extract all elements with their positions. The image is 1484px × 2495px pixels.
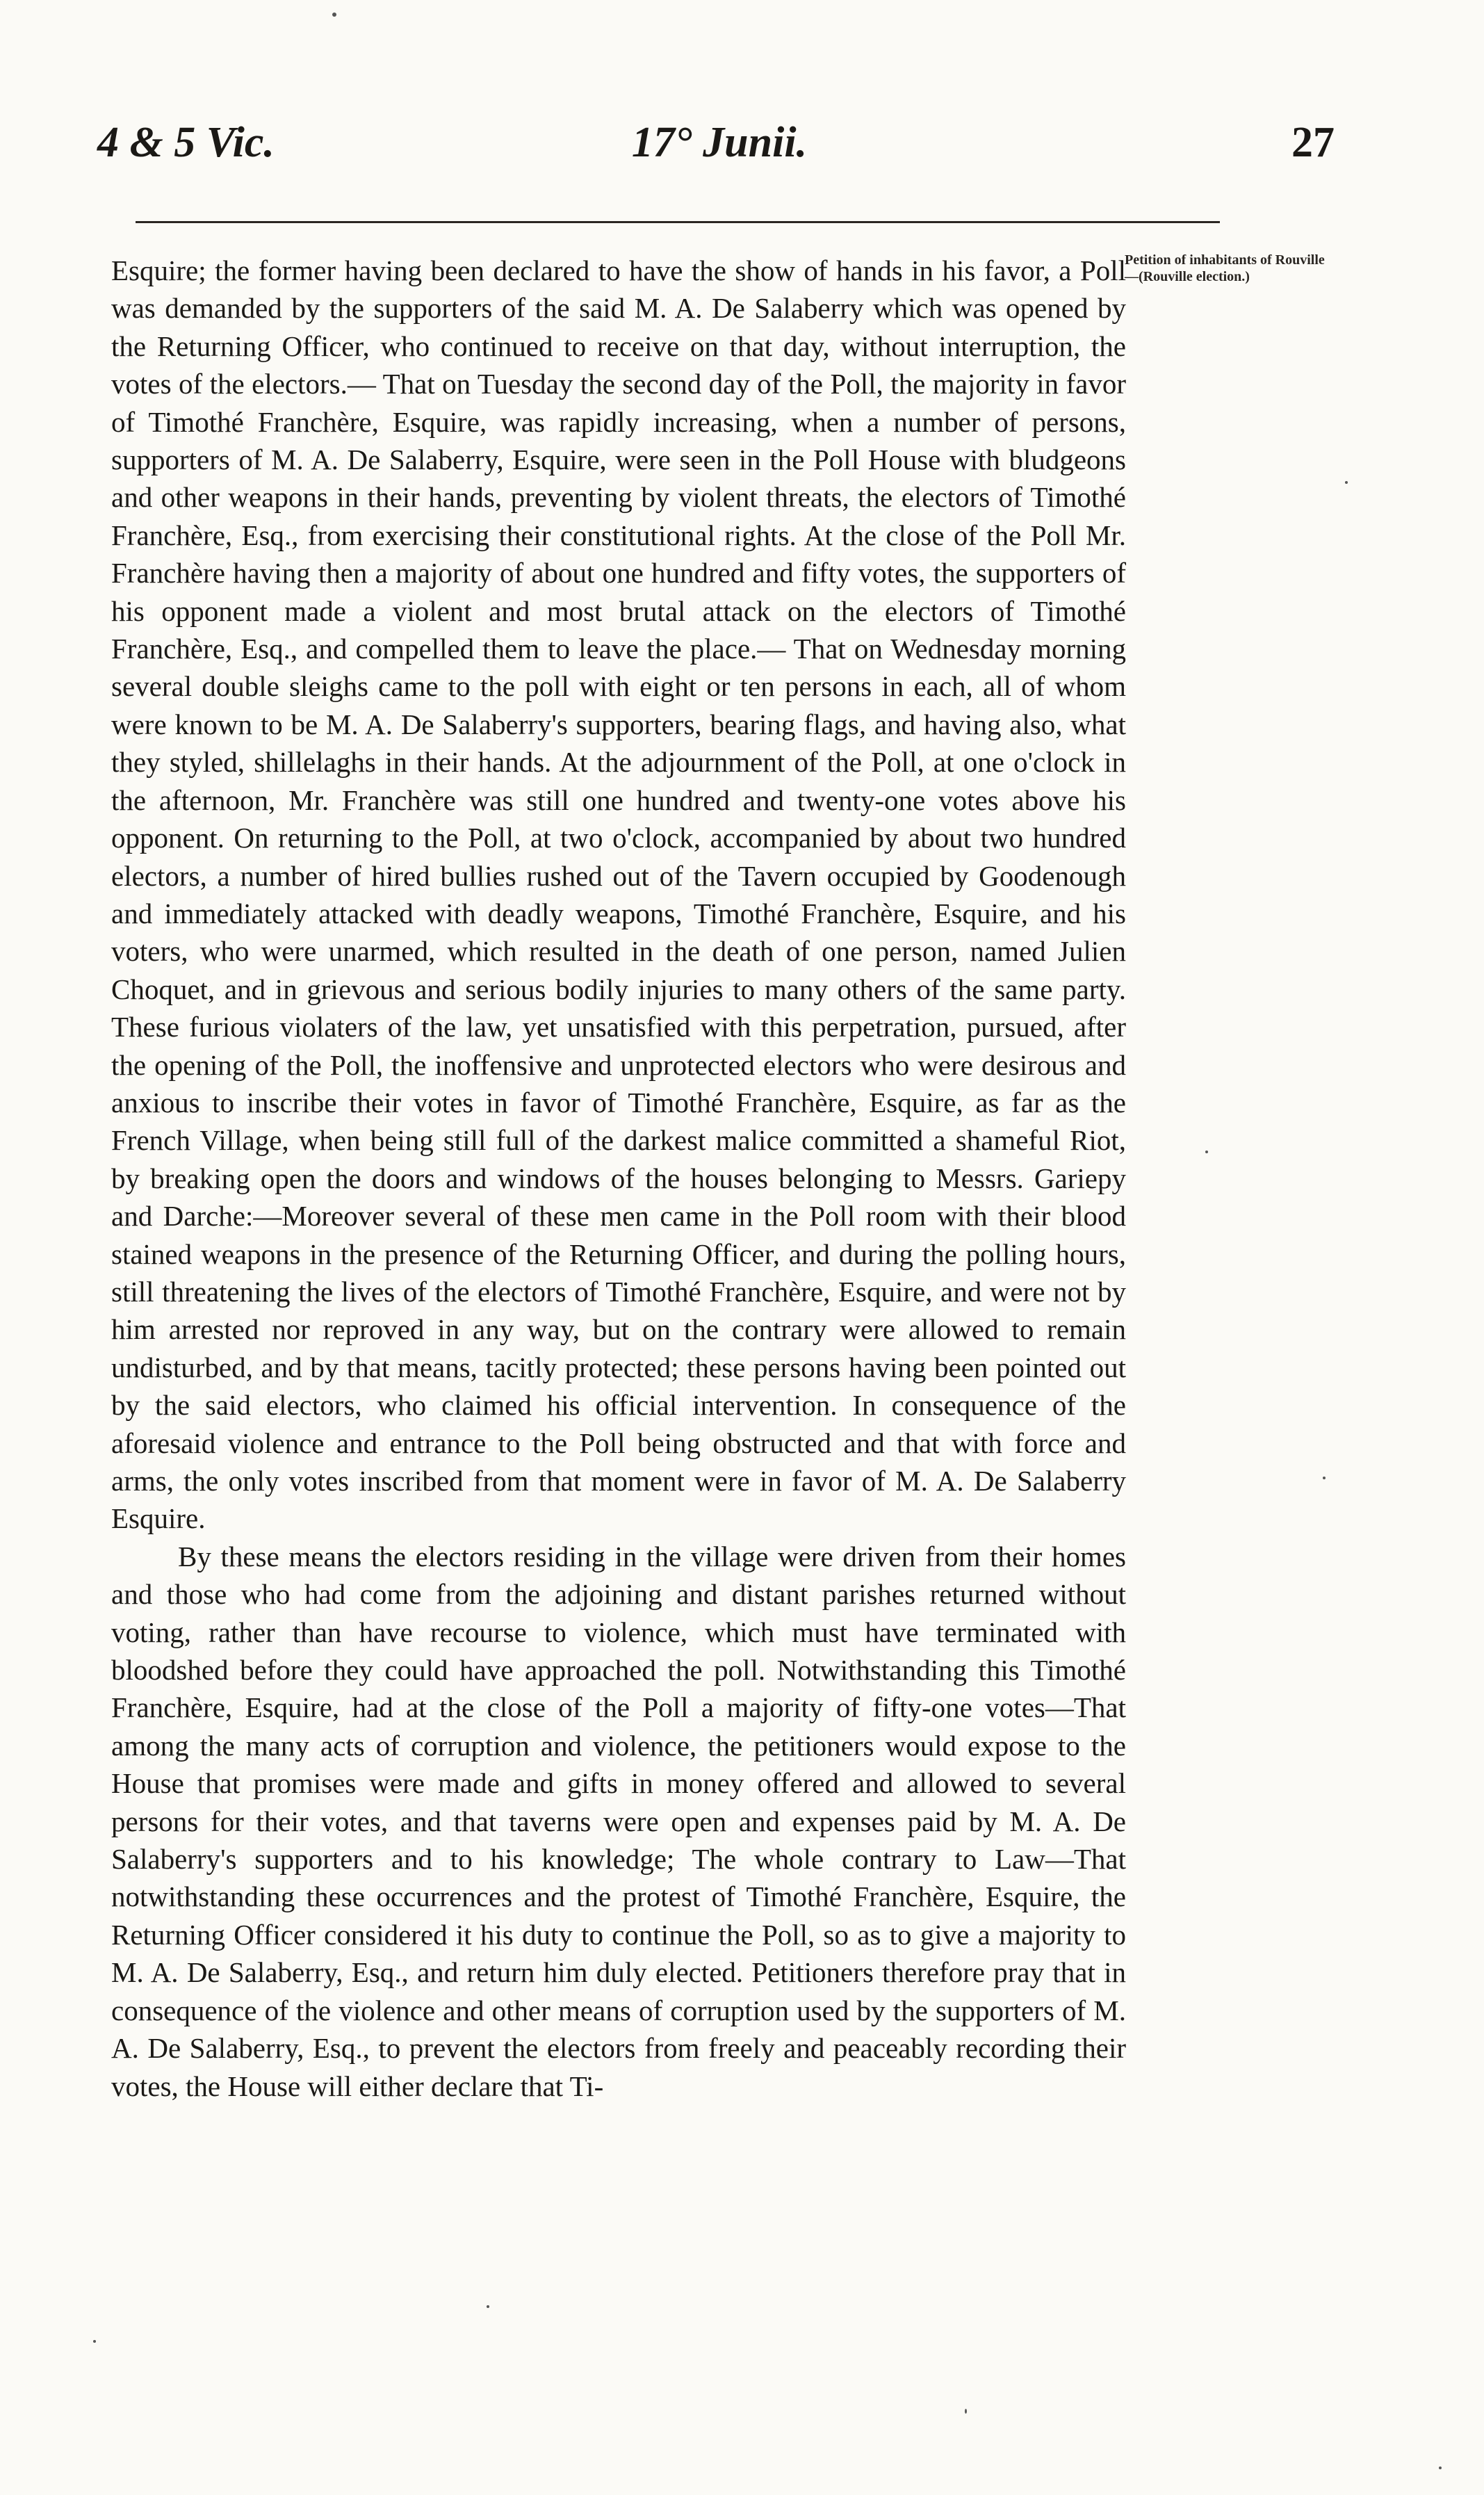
- speck: [487, 2305, 489, 2308]
- paragraph-1: Esquire; the former having been declared to have the show of hands in his favor, a Poll was demanded by the supporters of the said M. A. De Salaberry which was opened by the Returning Officer, who continued to receive on that day, without interruption, the votes of the electors.— That on Tuesday the second day of the Poll, the majority in favor of Timothé Franchère, Esquire, was rapidly increasing, when a number of persons, supporters of M. A. De Salaberry, Esquire, were seen in the Poll House with bludgeons and other weapons in their hands, preventing by violent threats, the electors of Timothé Franchère, Esq., from exercising their constitutional rights. At the close of the Poll Mr. Franchère having then a majority of about one hundred and fifty votes, the supporters of his opponent made a violent and most brutal attack on the electors of Timothé Franchère, Esq., and compelled them to leave the place.— That on Wednesday morning several double sleighs came to the poll with eight or ten persons in each, all of whom were known to be M. A. De Salaberry's supporters, bearing flags, and having also, what they styled, shillelaghs in their hands. At the adjournment of the Poll, at one o'clock in the afternoon, Mr. Franchère was still one hundred and twenty-one votes above his opponent. On returning to the Poll, at two o'clock, accompanied by about two hundred electors, a number of hired bullies rushed out of the Tavern occupied by Goodenough and immediately attacked with deadly weapons, Timothé Franchère, Esquire, and his voters, who were unarmed, which resulted in the death of one person, named Julien Choquet, and in grievous and serious bodily injuries to many others of the same party. These furious violaters of the law, yet unsatisfied with this perpetration, pursued, after the opening of the Poll, the inoffensive and unprotected electors who were desirous and anxious to inscribe their votes in favor of Timothé Franchère, Esquire, as far as the French Village, when being still full of the darkest malice committed a shameful Riot, by breaking open the doors and windows of the houses belonging to Messrs. Gariepy and Darche:—Moreover several of these men came in the Poll room with their blood stained weapons in the presence of the Returning Officer, and during the polling hours, still threatening the lives of the electors of Timothé Franchère, Esquire, and were not by him arrested nor reproved in any way, but on the contrary were allowed to remain undisturbed, and by that means, tacitly protected; these persons having been pointed out by the said electors, who claimed his official intervention. In consequence of the aforesaid violence and entrance to the Poll being obstructed and that with force and arms, the only votes inscribed from that moment were in favor of M. A. De Salaberry Esquire.: [111, 254, 1126, 1535]
- speck: [332, 13, 336, 17]
- speck: [1345, 481, 1348, 484]
- date-label: 17° Junii.: [631, 119, 808, 166]
- session-label: 4 & 5 Vic.: [97, 119, 275, 166]
- speck: [93, 2340, 96, 2343]
- header-rule: [136, 221, 1220, 223]
- speck: [965, 2409, 967, 2414]
- speck: [1323, 1477, 1326, 1479]
- marginal-note: Petition of inhabitants of Rouville—(Rouville election.): [1125, 252, 1325, 284]
- page-number: 27: [1291, 119, 1335, 166]
- speck: [1205, 1151, 1208, 1153]
- body-text: [111, 252, 1126, 2105]
- paragraph-2: By these means the electors residing in the village were driven from their homes and those who had come from the adjoining and distant parishes returned without voting, rather than have recourse to violence, which must have terminated with bloodshed before they could have approached the poll. Notwithstanding this Timothé Franchère, Esquire, had at the close of the Poll a majority of fifty-one votes—That among the many acts of corruption and violence, the petitioners would expose to the House that promises were made and gifts in money offered and allowed to several persons for their votes, and that taverns were open and expenses paid by M. A. De Salaberry's supporters and to his knowledge; The whole contrary to Law—That notwithstanding these occurrences and the protest of Timothé Franchère, Esquire, the Returning Officer considered it his duty to continue the Poll, so as to give a majority to M. A. De Salaberry, Esq., and return him duly elected. Petitioners therefore pray that in consequence of the violence and other means of corruption used by the supporters of M. A. De Salaberry, Esq., to prevent the electors from freely and peaceably recording their votes, the House will either declare that Ti-: [111, 1540, 1126, 2102]
- running-header: [83, 111, 1355, 174]
- speck: [1439, 2466, 1442, 2469]
